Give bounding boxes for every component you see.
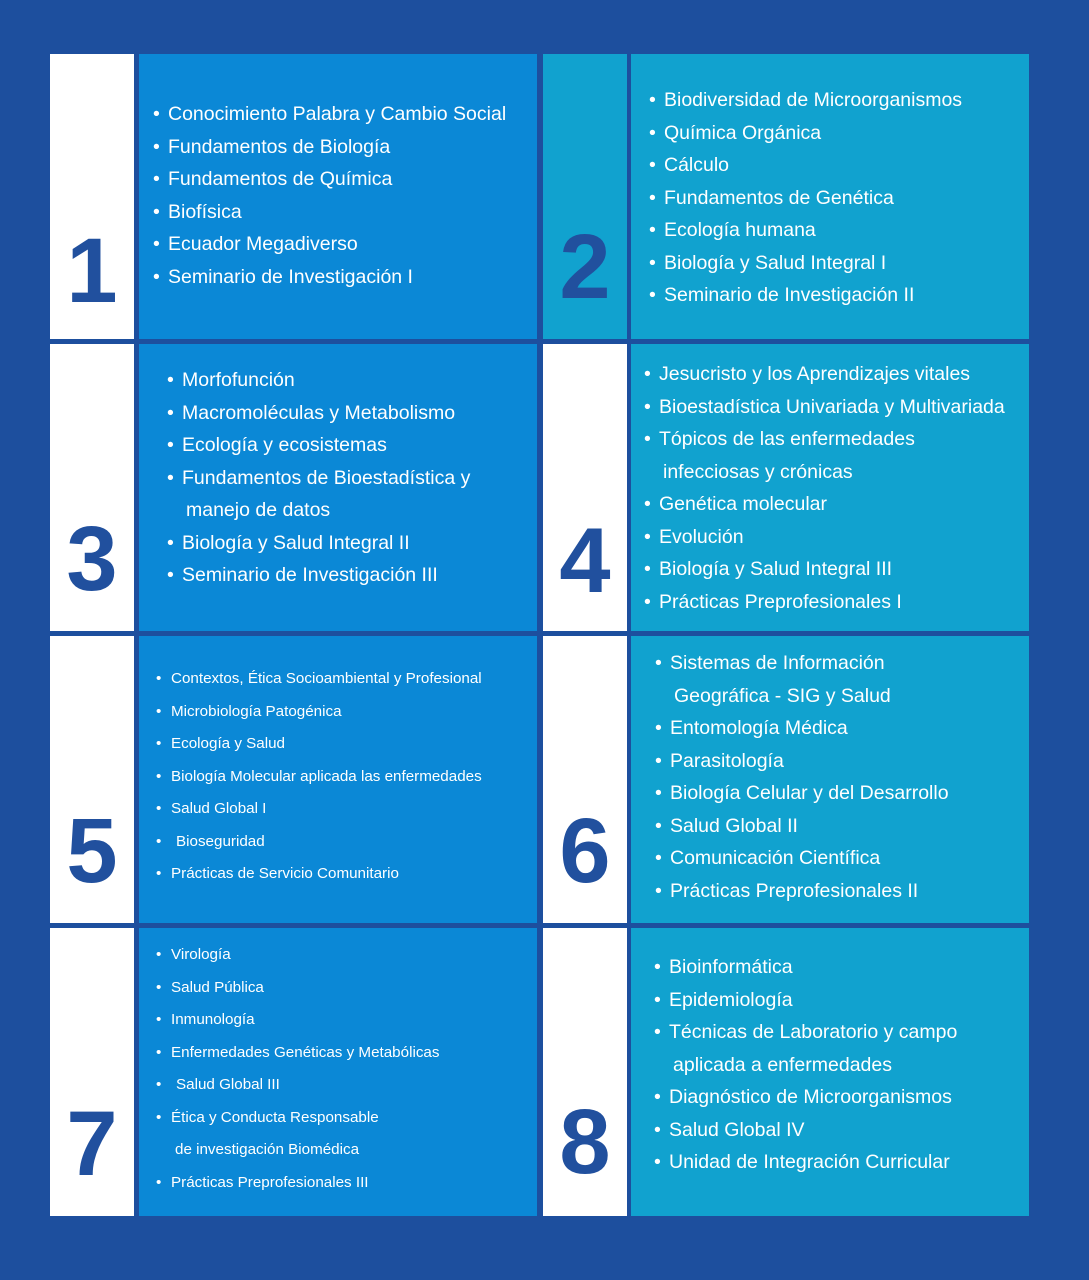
course-item: • Ecuador Megadiverso xyxy=(153,228,537,261)
course-item-continuation: infecciosas y crónicas xyxy=(663,460,853,483)
course-item: • Prácticas Preprofesionales II xyxy=(655,875,1029,908)
semester-2-number-box xyxy=(543,54,627,339)
course-item: • Fundamentos de Química xyxy=(153,163,537,196)
semester-7-courses-box xyxy=(139,928,537,1216)
course-list xyxy=(156,663,537,891)
course-item: • Fundamentos de Bioestadística y xyxy=(167,462,537,495)
course-item-continuation: manejo de datos xyxy=(186,499,331,521)
course-item: • Prácticas de Servicio Comunitario xyxy=(156,858,537,891)
course-item: • Biología y Salud Integral I xyxy=(649,247,1029,280)
course-item: • Salud Global II xyxy=(655,810,1029,843)
course-item: • Biofísica xyxy=(153,196,537,229)
course-item: • Prácticas Preprofesionales I xyxy=(644,586,1029,619)
course-item: • Prácticas Preprofesionales III xyxy=(156,1167,537,1200)
course-item: • Ética y Conducta Responsable xyxy=(156,1102,537,1135)
course-item: • Biología Celular y del Desarrollo xyxy=(655,777,1029,810)
course-item: • Comunicación Científica xyxy=(655,842,1029,875)
semester-8-number-box xyxy=(543,928,627,1216)
course-item: • Química Orgánica xyxy=(649,117,1029,150)
course-item-continuation: aplicada a enfermedades xyxy=(673,1053,892,1076)
course-list xyxy=(167,364,537,592)
semester-1-number-box xyxy=(50,54,134,339)
course-item: • Epidemiología xyxy=(654,984,1029,1017)
course-item: • Evolución xyxy=(644,521,1029,554)
course-list xyxy=(649,84,1029,312)
course-item: • Sistemas de Información xyxy=(655,647,1029,680)
course-item: • Salud Global III xyxy=(156,1069,537,1102)
course-list xyxy=(153,98,537,293)
course-item: • Seminario de Investigación II xyxy=(649,279,1029,312)
course-item: • Enfermedades Genéticas y Metabólicas xyxy=(156,1037,537,1070)
semester-1-courses-box xyxy=(139,54,537,339)
course-item: • Cálculo xyxy=(649,149,1029,182)
course-item: • Biodiversidad de Microorganismos xyxy=(649,84,1029,117)
course-item: • Bioseguridad xyxy=(156,826,537,859)
course-item-continuation: Geográfica - SIG y Salud xyxy=(674,684,891,707)
course-list xyxy=(655,647,1029,907)
course-item: • Macromoléculas y Metabolismo xyxy=(167,397,537,430)
course-item: • Virología xyxy=(156,939,537,972)
semester-7-number-box xyxy=(50,928,134,1216)
semester-6-number-box xyxy=(543,636,627,923)
course-item: • Bioinformática xyxy=(654,951,1029,984)
semester-number: 5 xyxy=(66,800,118,902)
course-item-continuation: de investigación Biomédica xyxy=(175,1141,360,1158)
course-item: • Salud Global I xyxy=(156,793,537,826)
course-item: • Jesucristo y los Aprendizajes vitales xyxy=(644,358,1029,391)
course-item: • Ecología y Salud xyxy=(156,728,537,761)
course-item: • Seminario de Investigación I xyxy=(153,261,537,294)
semester-number: 7 xyxy=(66,1093,118,1195)
course-list xyxy=(654,951,1029,1179)
course-item: • Microbiología Patogénica xyxy=(156,696,537,729)
course-item: • Entomología Médica xyxy=(655,712,1029,745)
semester-6-courses-box xyxy=(631,636,1029,923)
course-item: • Parasitología xyxy=(655,745,1029,778)
semester-number: 2 xyxy=(559,216,611,318)
course-item: • Ecología y ecosistemas xyxy=(167,429,537,462)
semester-8-courses-box xyxy=(631,928,1029,1216)
course-item: • Salud Pública xyxy=(156,972,537,1005)
semester-5-courses-box xyxy=(139,636,537,923)
semester-number: 6 xyxy=(559,800,611,902)
course-item: • Biología y Salud Integral III xyxy=(644,553,1029,586)
course-list xyxy=(644,358,1029,618)
semester-number: 8 xyxy=(559,1091,611,1193)
semester-4-number-box xyxy=(543,344,627,631)
course-item: • Inmunología xyxy=(156,1004,537,1037)
course-item: • Tópicos de las enfermedades xyxy=(644,423,1029,456)
course-item: • Contextos, Ética Socioambiental y Profesional xyxy=(156,663,537,696)
semester-number: 3 xyxy=(66,508,118,610)
course-item: • Diagnóstico de Microorganismos xyxy=(654,1081,1029,1114)
semester-number: 1 xyxy=(66,220,118,322)
course-item: • Conocimiento Palabra y Cambio Social xyxy=(153,98,537,131)
semester-2-courses-box xyxy=(631,54,1029,339)
course-item: • Biología Molecular aplicada las enfermedades xyxy=(156,761,537,794)
semester-number: 4 xyxy=(559,510,611,612)
course-item: • Técnicas de Laboratorio y campo xyxy=(654,1016,1029,1049)
semester-3-courses-box xyxy=(139,344,537,631)
semester-5-number-box xyxy=(50,636,134,923)
semester-3-number-box xyxy=(50,344,134,631)
course-item: • Unidad de Integración Curricular xyxy=(654,1146,1029,1179)
semester-4-courses-box xyxy=(631,344,1029,631)
course-item: • Salud Global IV xyxy=(654,1114,1029,1147)
course-item: • Fundamentos de Biología xyxy=(153,131,537,164)
course-item: • Genética molecular xyxy=(644,488,1029,521)
course-item: • Seminario de Investigación III xyxy=(167,559,537,592)
course-item: • Morfofunción xyxy=(167,364,537,397)
course-list xyxy=(156,939,537,1199)
course-item: • Biología y Salud Integral II xyxy=(167,527,537,560)
course-item: • Fundamentos de Genética xyxy=(649,182,1029,215)
course-item: • Bioestadística Univariada y Multivariada xyxy=(644,391,1029,424)
course-item: • Ecología humana xyxy=(649,214,1029,247)
